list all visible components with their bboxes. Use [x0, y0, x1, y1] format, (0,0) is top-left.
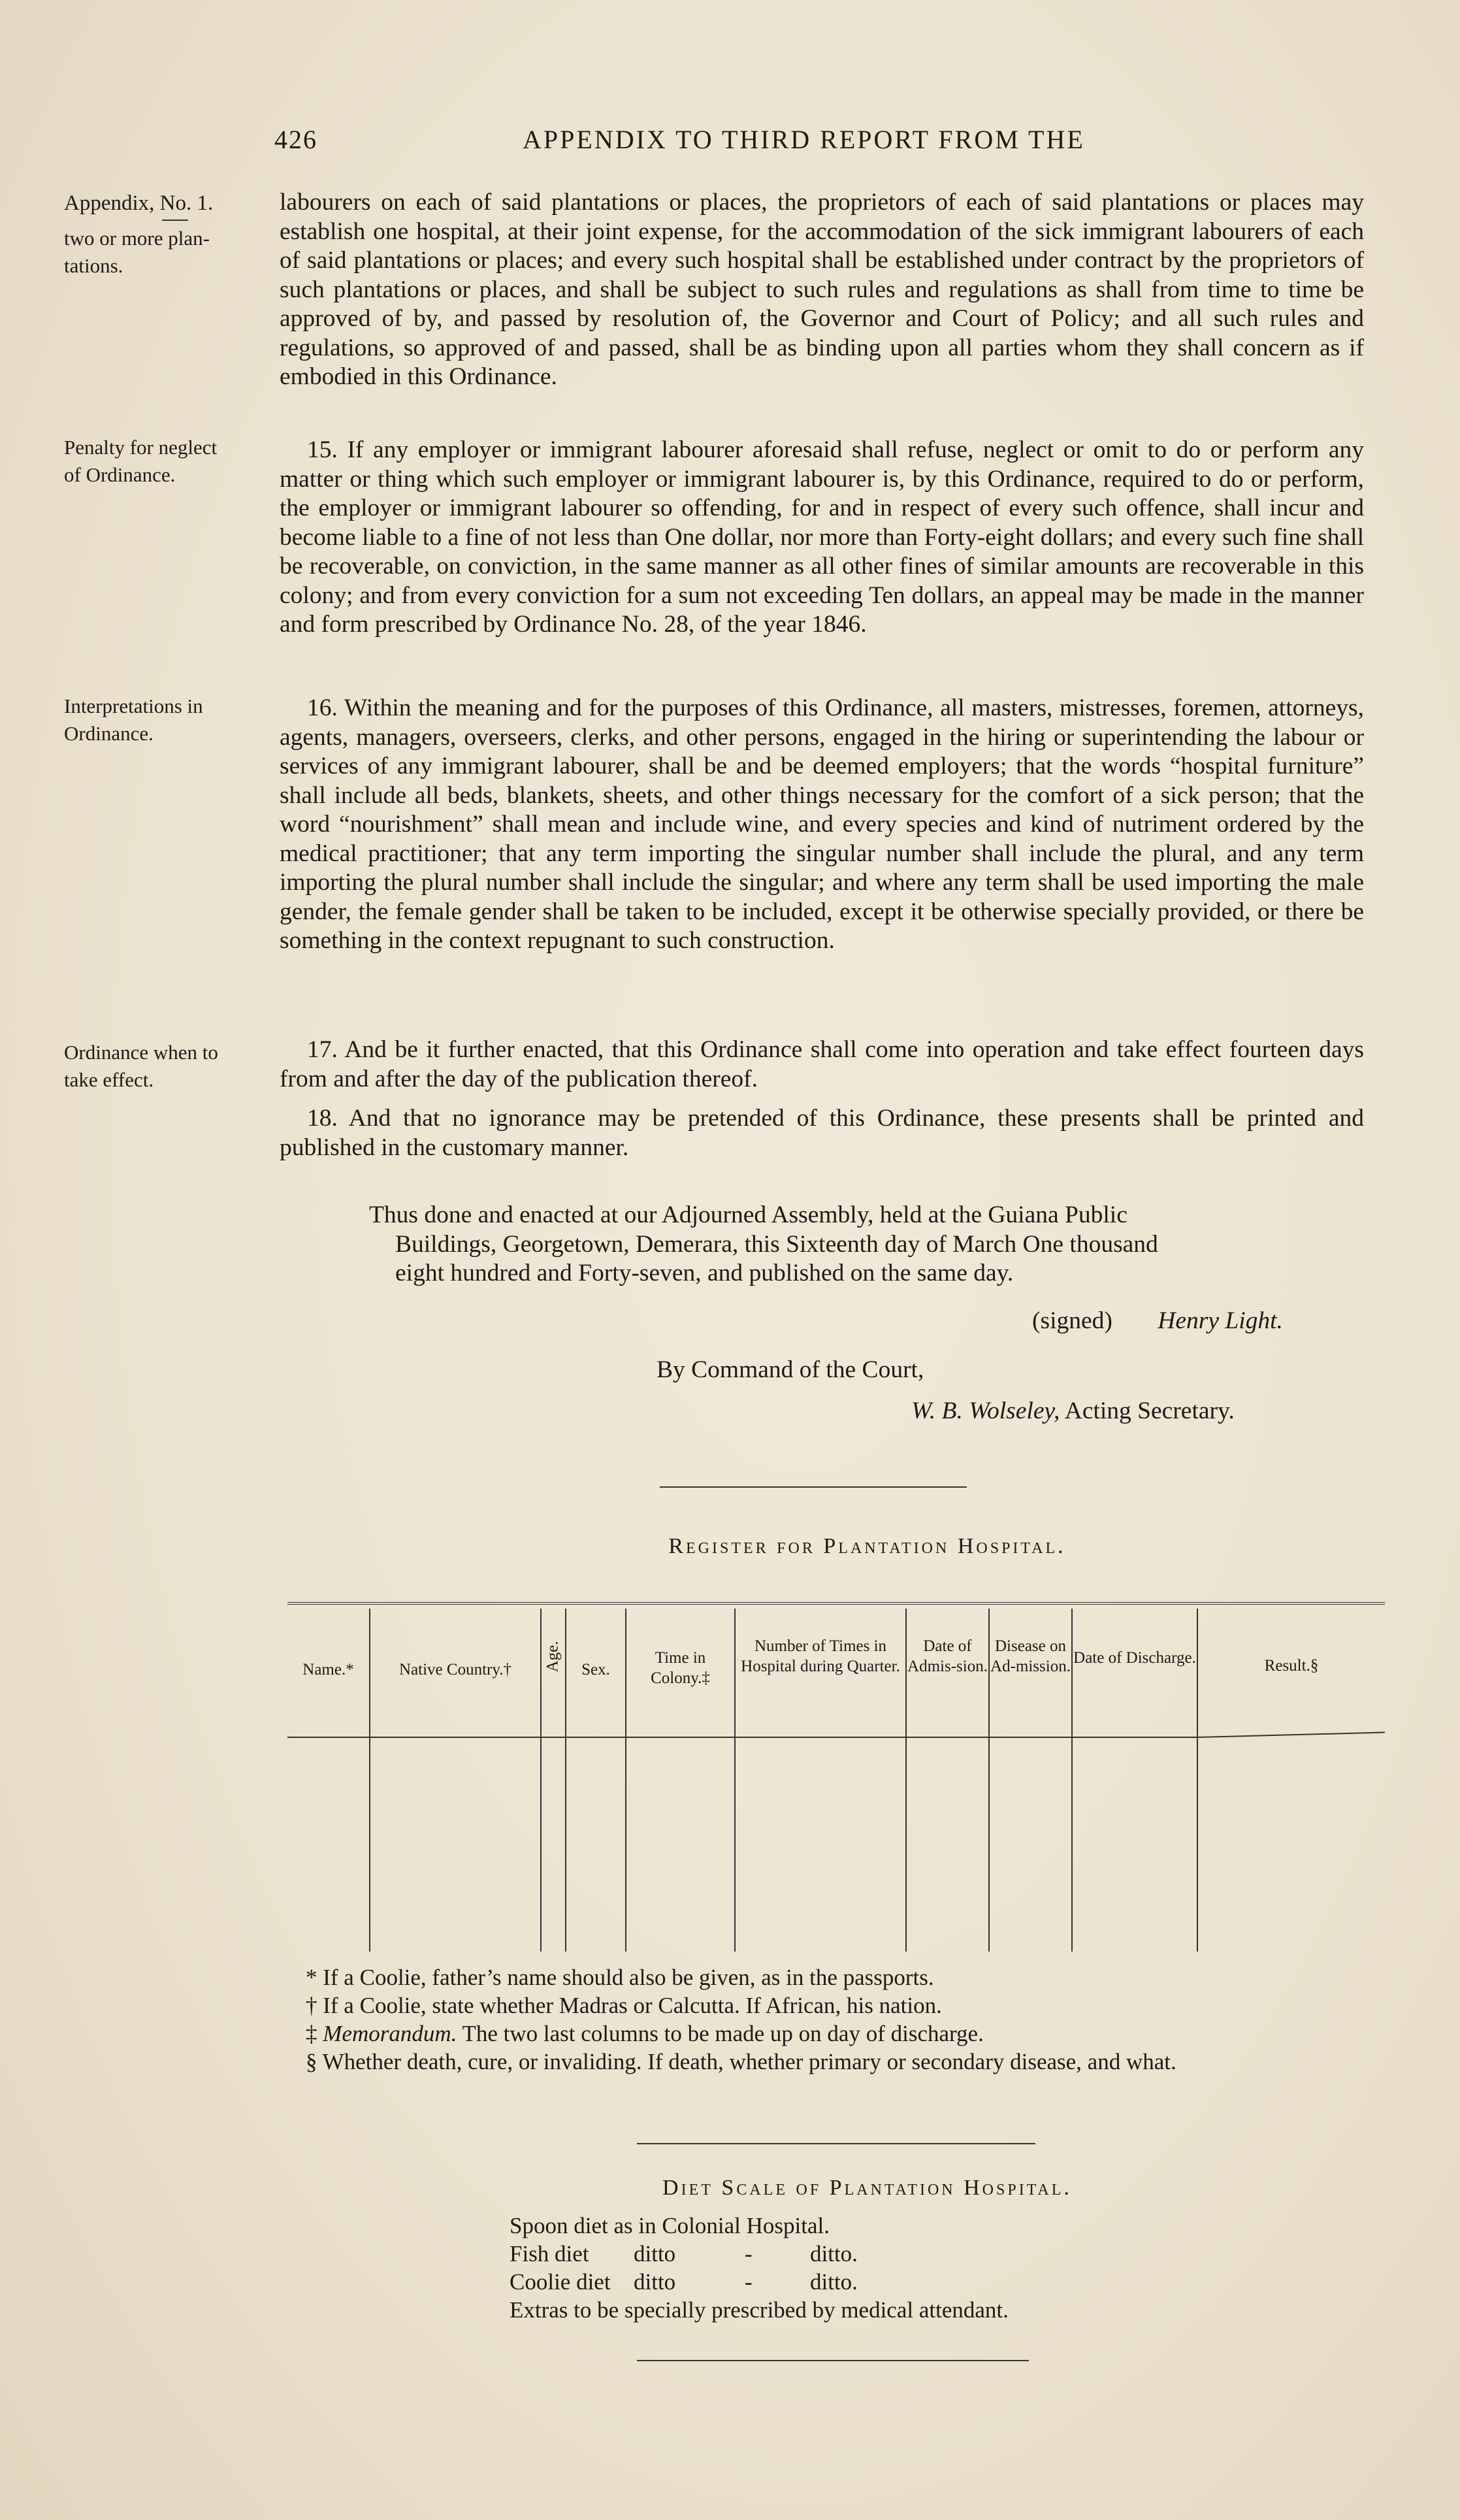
margin-note-text: take effect. [64, 1068, 154, 1091]
diet-text: ditto. [810, 2241, 858, 2266]
column-header-date-admission: Date of Admis-sion. [907, 1637, 988, 1675]
diet-scale-title: Diet Scale of Plantation Hospital. [662, 2176, 1072, 2200]
margin-note-text: Ordinance when to [64, 1041, 218, 1064]
column-divider [540, 1609, 542, 1952]
header-rule [542, 1737, 565, 1738]
diet-text: ditto. [810, 2269, 858, 2295]
footnote-native-country: † If a Coolie, state whether Madras or Calcutta. If African, his nation. [306, 1993, 942, 2018]
margin-note-text: tations. [64, 254, 123, 277]
secretary-name: W. B. Wolseley, [911, 1398, 1060, 1424]
paragraph-14-continued [280, 188, 1364, 392]
footnote-text: The two last columns to be made up on day of discharge. [462, 2021, 984, 2046]
paragraph-15 [280, 436, 1364, 640]
footnote-mark: ‡ [306, 2021, 317, 2046]
margin-note-text: Appendix, No. 1. [64, 191, 214, 215]
column-header-native-country: Native Country.† [399, 1661, 511, 1678]
margin-note-interpretations [64, 693, 273, 747]
register-footnotes [280, 1963, 1377, 2076]
column-header-time-in-colony: Time in Colony.‡ [651, 1649, 710, 1687]
paragraph-text: labourers on each of said plantations or places, the proprietors of each of said plantations or places may establish one hospital, at their joint expense, for the accommodation of the sick immigrant labourers of each of said plantations or places; and every such hospital shall be established under contract by the proprietors of such plantations or places, and shall be subject to such rules and regulations as shall from time to time be approved of by, and passed by resolution of, the Governor and Court of Policy; and all such rules and regulations, so approved of and passed, shall be as binding upon all parties whom they shall concern as if embodied in this Ordinance. [280, 189, 1364, 390]
diet-text: Spoon diet as in Colonial Hospital. [510, 2213, 830, 2238]
header-rule [370, 1737, 540, 1738]
column-header-date-discharge: Date of Discharge. [1073, 1649, 1196, 1667]
footnote-label: Memorandum. [323, 2021, 457, 2046]
paragraph-text: 15. If any employer or immigrant labourer aforesaid shall refuse, neglect or omit to do or perform any matter or thing which such employer or immigrant labourer is, by this Ordinance, required to do or perform, the employer or immigrant labourer so offending, for and in respect of every such offence, shall incur and become liable to a fine of not less than One dollar, nor more than Forty-eight dollars; and every such fine shall be recoverable, on conviction, in the same manner as all other fines of similar amounts are recoverable in this colony; and from every conviction for a sum not exceeding Ten dollars, an appeal may be made in the manner and form prescribed by Ordinance No. 28, of the year 1846. [280, 436, 1364, 638]
footnote-memorandum [280, 2020, 1377, 2048]
column-header-age: Age. [543, 1641, 562, 1673]
column-header-disease-admission: Disease on Ad-mission. [990, 1637, 1071, 1675]
diet-text: Coolie diet [510, 2269, 611, 2295]
running-title: APPENDIX TO THIRD REPORT FROM THE [523, 125, 1085, 154]
register-title: Register for Plantation Hospital. [668, 1534, 1066, 1558]
header-rule [907, 1737, 988, 1738]
section-divider [637, 2143, 1035, 2144]
margin-note-text: Penalty for neglect [64, 436, 218, 459]
header-rule [287, 1737, 369, 1738]
section-divider [660, 1486, 967, 1488]
margin-note-appendix [64, 189, 273, 280]
diet-text: Extras to be specially prescribed by medical attendant. [510, 2297, 1009, 2323]
margin-note-text: Ordinance. [64, 722, 154, 745]
paragraph-text: 16. Within the meaning and for the purposes of this Ordinance, all masters, mistresses, foremen, attorneys, agents, managers, overseers, clerks, and other persons, engaged in the hiring or superintending the labour or services of any immigrant labourer, shall be and be deemed employers; that the words “hospital furniture” shall include all beds, blankets, sheets, and other things necessary for the comfort of a sick person; that the word “nourishment” shall mean and include wine, and every species and kind of nutriment ordered by the medical practitioner; that any term importing the singular number shall include the plural, and any term importing the plural number shall include the singular; and where any term shall be used importing the male gender, the female gender shall be taken to be included, except it be otherwise specially provided, or there be something in the context repugnant to such construction. [280, 695, 1364, 954]
header-rule [1073, 1737, 1197, 1738]
column-header-result: Result.§ [1264, 1657, 1319, 1675]
diet-text: Fish diet [510, 2241, 589, 2266]
diet-row-spoon [510, 2212, 1009, 2240]
enactment-line: Thus done and enacted at our Adjourned Assembly, held at the Guiana Public [369, 1202, 1127, 1228]
page-number: 426 [274, 125, 317, 154]
margin-note-text: Interpretations in [64, 695, 203, 717]
paragraph-text: 18. And that no ignorance may be pretended of this Ordinance, these presents shall be printed and published in the customary manner. [280, 1105, 1364, 1161]
paragraph-17 [280, 1036, 1364, 1094]
enactment-line: eight hundred and Forty-seven, and published on the same day. [395, 1260, 1014, 1286]
margin-divider [162, 220, 188, 221]
margin-note-text: two or more plan- [64, 227, 210, 250]
diet-row-coolie [510, 2268, 1009, 2296]
enactment-clause [369, 1201, 1369, 1288]
paragraph-16 [280, 694, 1364, 956]
header-rule [1198, 1732, 1385, 1738]
column-header-sex: Sex. [581, 1661, 610, 1678]
command-line: By Command of the Court, [657, 1356, 924, 1383]
section-divider [637, 2360, 1029, 2361]
margin-note-effect [64, 1039, 273, 1094]
diet-scale [510, 2212, 1009, 2324]
diet-text: ditto [634, 2269, 676, 2295]
header-rule [566, 1737, 625, 1738]
margin-note-penalty [64, 434, 273, 489]
enactment-line: Buildings, Georgetown, Demerara, this Sixteenth day of March One thousand [395, 1230, 1158, 1258]
signed-label: (signed) [1032, 1307, 1112, 1334]
header-rule [736, 1737, 905, 1738]
diet-text: - [745, 2269, 753, 2295]
footnote-coolie-name: * If a Coolie, father’s name should also be given, as in the passports. [306, 1965, 934, 1990]
paragraph-text: 17. And be it further enacted, that this Ordinance shall come into operation and take effect fourteen days from and after the day of the publication thereof. [280, 1036, 1364, 1092]
margin-note-text: of Ordinance. [64, 463, 176, 486]
signature-line [1032, 1307, 1283, 1335]
column-header-name: Name.* [302, 1661, 354, 1678]
paragraph-18 [280, 1104, 1364, 1162]
diet-row-fish [510, 2240, 1009, 2268]
diet-row-extras [510, 2296, 1009, 2324]
secretary-title: Acting Secretary. [1064, 1398, 1235, 1424]
header-rule [626, 1737, 734, 1738]
table-top-rule [287, 1602, 1385, 1605]
footnote-result: § Whether death, cure, or invaliding. If death, whether primary or secondary disease, and what. [306, 2049, 1176, 2074]
header-rule [990, 1737, 1071, 1738]
diet-text: ditto [634, 2241, 676, 2266]
column-header-times-in-hospital: Number of Times in Hospital during Quarter. [741, 1637, 900, 1675]
diet-text: - [745, 2241, 753, 2266]
secretary-line [911, 1397, 1235, 1425]
signatory-name: Henry Light. [1158, 1307, 1283, 1334]
